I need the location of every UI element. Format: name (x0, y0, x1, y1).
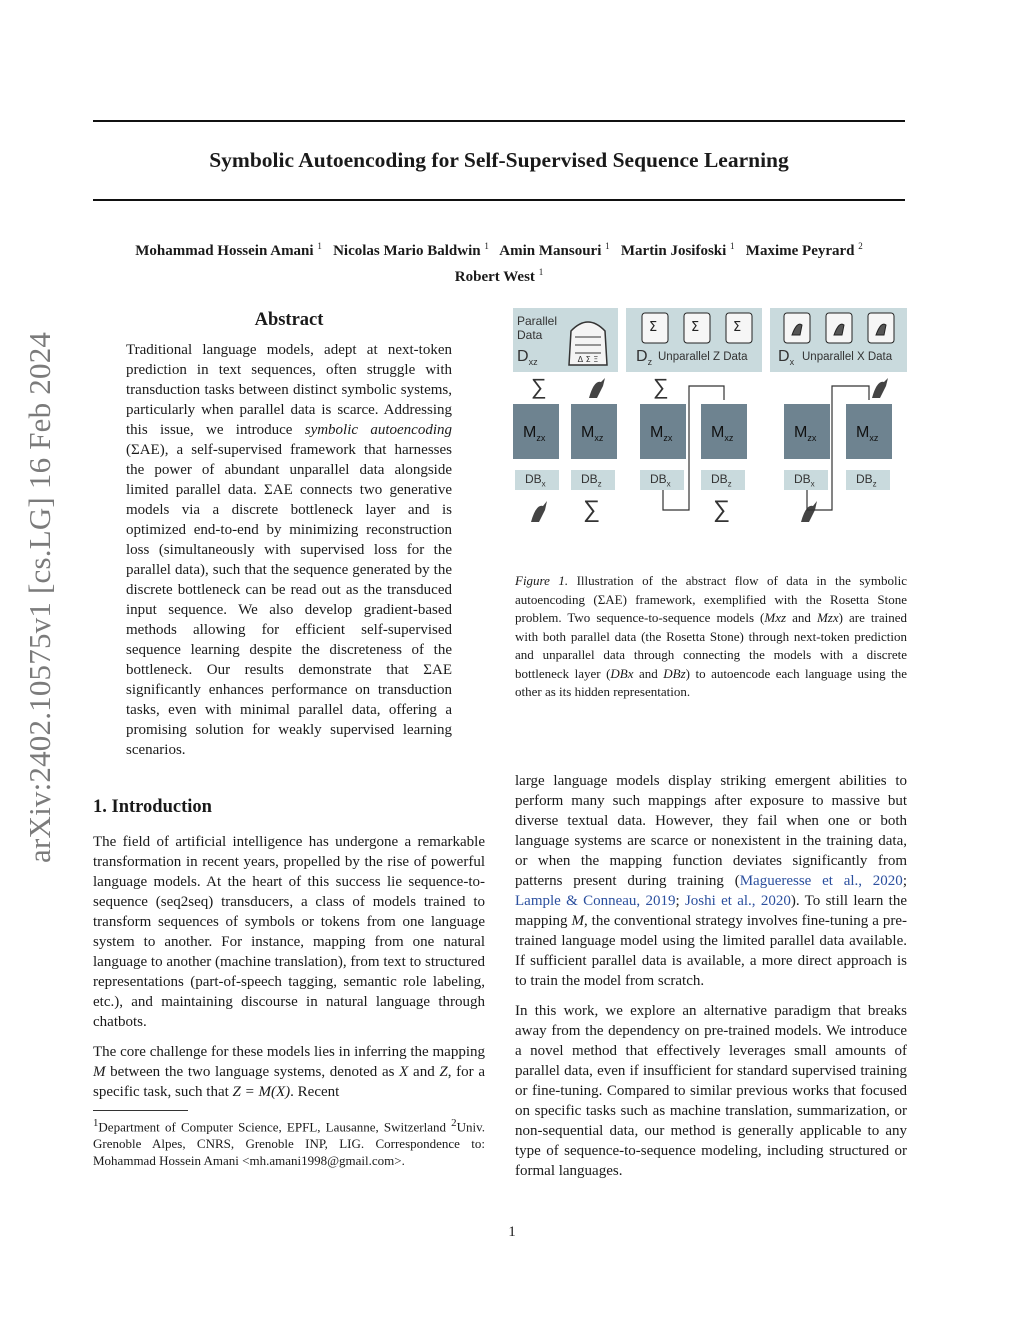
abstract-heading: Abstract (254, 310, 324, 330)
author-list (93, 236, 905, 288)
svg-text:Σ: Σ (733, 320, 742, 335)
author: Amin Mansouri $^1$ (499, 241, 610, 259)
sigma-icon: ∑ (713, 496, 731, 523)
db-x-box: $DB_x$ (784, 470, 828, 490)
paper-title: Symbolic Autoencoding for Self-Supervised Sequence Learning (209, 148, 789, 172)
right-paragraph-1: large language models display striking emergent abilities to perform many such mappings after exposure to massive but diverse textual data. However, they fail when one or both language systems are scarce or nonexistent in the training data, or when the mapping function deviates significantly from patterns present during training (Magueresse et al., 2020; Lample & Conneau, 2019; Joshi et al., 2020). To still learn the mapping M, the conventional strategy involves fine-tuning a pre-trained language model using the limited parallel data available. If sufficient parallel data is available, a more direct approach is to train the model from scratch. (515, 773, 907, 989)
sigma-icon: ∑ (653, 374, 669, 399)
unparallel-z-label: Unparallel Z Data (658, 351, 748, 363)
arxiv-side-label: arXiv:2402.10575v1 [cs.LG] 16 Feb 2024 (22, 331, 57, 863)
db-z-box: $DB_z$ (846, 470, 890, 490)
parallel-data-label: Parallel Data (517, 314, 558, 342)
author: Mohammad Hossein Amani $^1$ (135, 241, 322, 259)
figure-1-caption: Figure 1. Illustration of the abstract flow of data in the symbolic autoencoding (ΣAE) framework, exemplified with the Rosetta Stone problem. Two sequence-to-sequence models (Mxz and Mzx) are trained with both parallel data (the Rosetta Stone) through next-token prediction and unparallel data through connecting the models with a discrete bottleneck layer (DBx and DBz) to autoencode each language using the other as its hidden representation. (515, 573, 907, 699)
svg-text:Δ Σ Ξ: Δ Σ Ξ (577, 355, 599, 364)
db-z-box: $DB_z$ (701, 470, 745, 490)
db-x-box: $DB_x$ (640, 470, 684, 490)
model-mzx-box: $M_{zx}$ (640, 404, 686, 459)
intro-paragraph-2: The core challenge for these models lies in inferring the mapping M between the two language systems, denoted as X and Z, for a specific task, such that Z = M(X). Recent (93, 1044, 485, 1100)
model-mxz-box: $M_{xz}$ (571, 404, 617, 459)
db-z-box: $DB_z$ (571, 470, 615, 490)
page-number: 1 (508, 1224, 516, 1240)
model-mxz-box: $M_{xz}$ (701, 404, 747, 459)
figure-1-diagram (513, 308, 907, 528)
top-rule (93, 120, 905, 122)
section-heading-introduction: 1. Introduction (93, 797, 212, 817)
db-x-box: $DB_x$ (515, 470, 559, 490)
citation-link[interactable]: Lample & Conneau, 2019 (515, 893, 676, 909)
model-mzx-box: $M_{zx}$ (513, 404, 559, 459)
svg-text:Σ: Σ (691, 320, 700, 335)
right-paragraph-2: In this work, we explore an alternative paradigm that breaks away from the dependency on pre-trained models. We introduce a novel method that effectively leverages small amounts of parallel data, even if insufficient for standard supervised training or fine-tuning. Compared to similar previous works that focused on specific tasks such as machine translation, summarization, or non-sequential data, our method is generally applicable to any type of sequence-to-sequence modeling, including structured or formal languages. (515, 1003, 907, 1179)
dz-label: $D_z$ (636, 348, 653, 368)
author: Martin Josifoski $^1$ (620, 241, 735, 259)
flow-arrows (513, 308, 907, 528)
sigma-icon: ∑ (583, 496, 601, 523)
intro-paragraph-1: The field of artificial intelligence has undergone a remarkable transformation in recent years, propelled by the rise of powerful language models. At the heart of this success lie sequence-to-sequence (seq2seq) transducers, a class of models trained to transform sequences of symbols or tokens from one language system to another. For instance, mapping from one natural language to another (machine translation), from text to structured representations (part-of-speech tagging, semantic role labeling, etc.), and maintaining discourse in natural language through chatbots. (93, 834, 485, 1030)
unparallel-x-label: Unparallel X Data (802, 351, 893, 363)
citation-link[interactable]: Joshi et al., 2020 (684, 893, 791, 909)
sigma-icon: ∑ (531, 374, 547, 399)
footnote-rule (93, 1110, 188, 1111)
author: Maxime Peyrard $^2$ (745, 241, 863, 259)
svg-text:Σ: Σ (649, 320, 658, 335)
author: Robert West $^1$ (454, 267, 544, 285)
dxz-label: $D_{xz}$ (517, 348, 538, 368)
model-mxz-box: $M_{xz}$ (846, 404, 892, 459)
model-mzx-box: $M_{zx}$ (784, 404, 830, 459)
citation-link[interactable]: Magueresse et al., 2020 (739, 873, 903, 889)
author: Nicolas Mario Baldwin $^1$ (333, 241, 489, 259)
abstract-body: Traditional language models, adept at next-token prediction in text sequences, often struggle with transduction tasks between distinct symbolic systems, particularly when parallel data is scarce. Addressing this issue, we introduce symbolic autoencoding (ΣAE), a self-supervised framework that harnesses the power of abundant unparallel data alongside limited parallel data. ΣAE connects two generative models via a discrete bottleneck layer and is optimized end-to-end by minimizing reconstruction loss (simultaneously with supervised loss for the parallel data), such that the sequence generated by the discrete bottleneck can be read out as the transduced input sequence. We also develop gradient-based methods allowing for efficient self-supervised sequence learning despite the discreteness of the bottleneck. Our results demonstrate that ΣAE significantly enhances performance on transduction tasks, even with minimal parallel data, offering a promising solution for weakly supervised learning scenarios. (126, 342, 452, 758)
footnote-affiliations: $^1$Department of Computer Science, EPFL, Lausanne, Switzerland $^2$Univ. Grenoble Alpes, CNRS, Grenoble INP, LIG. Correspondence to: Mohammad Hossein Amani <mh.amani1998@gmail.com>. (93, 1117, 485, 1169)
dx-label: $D_x$ (778, 348, 795, 368)
title-bottom-rule (93, 199, 905, 201)
